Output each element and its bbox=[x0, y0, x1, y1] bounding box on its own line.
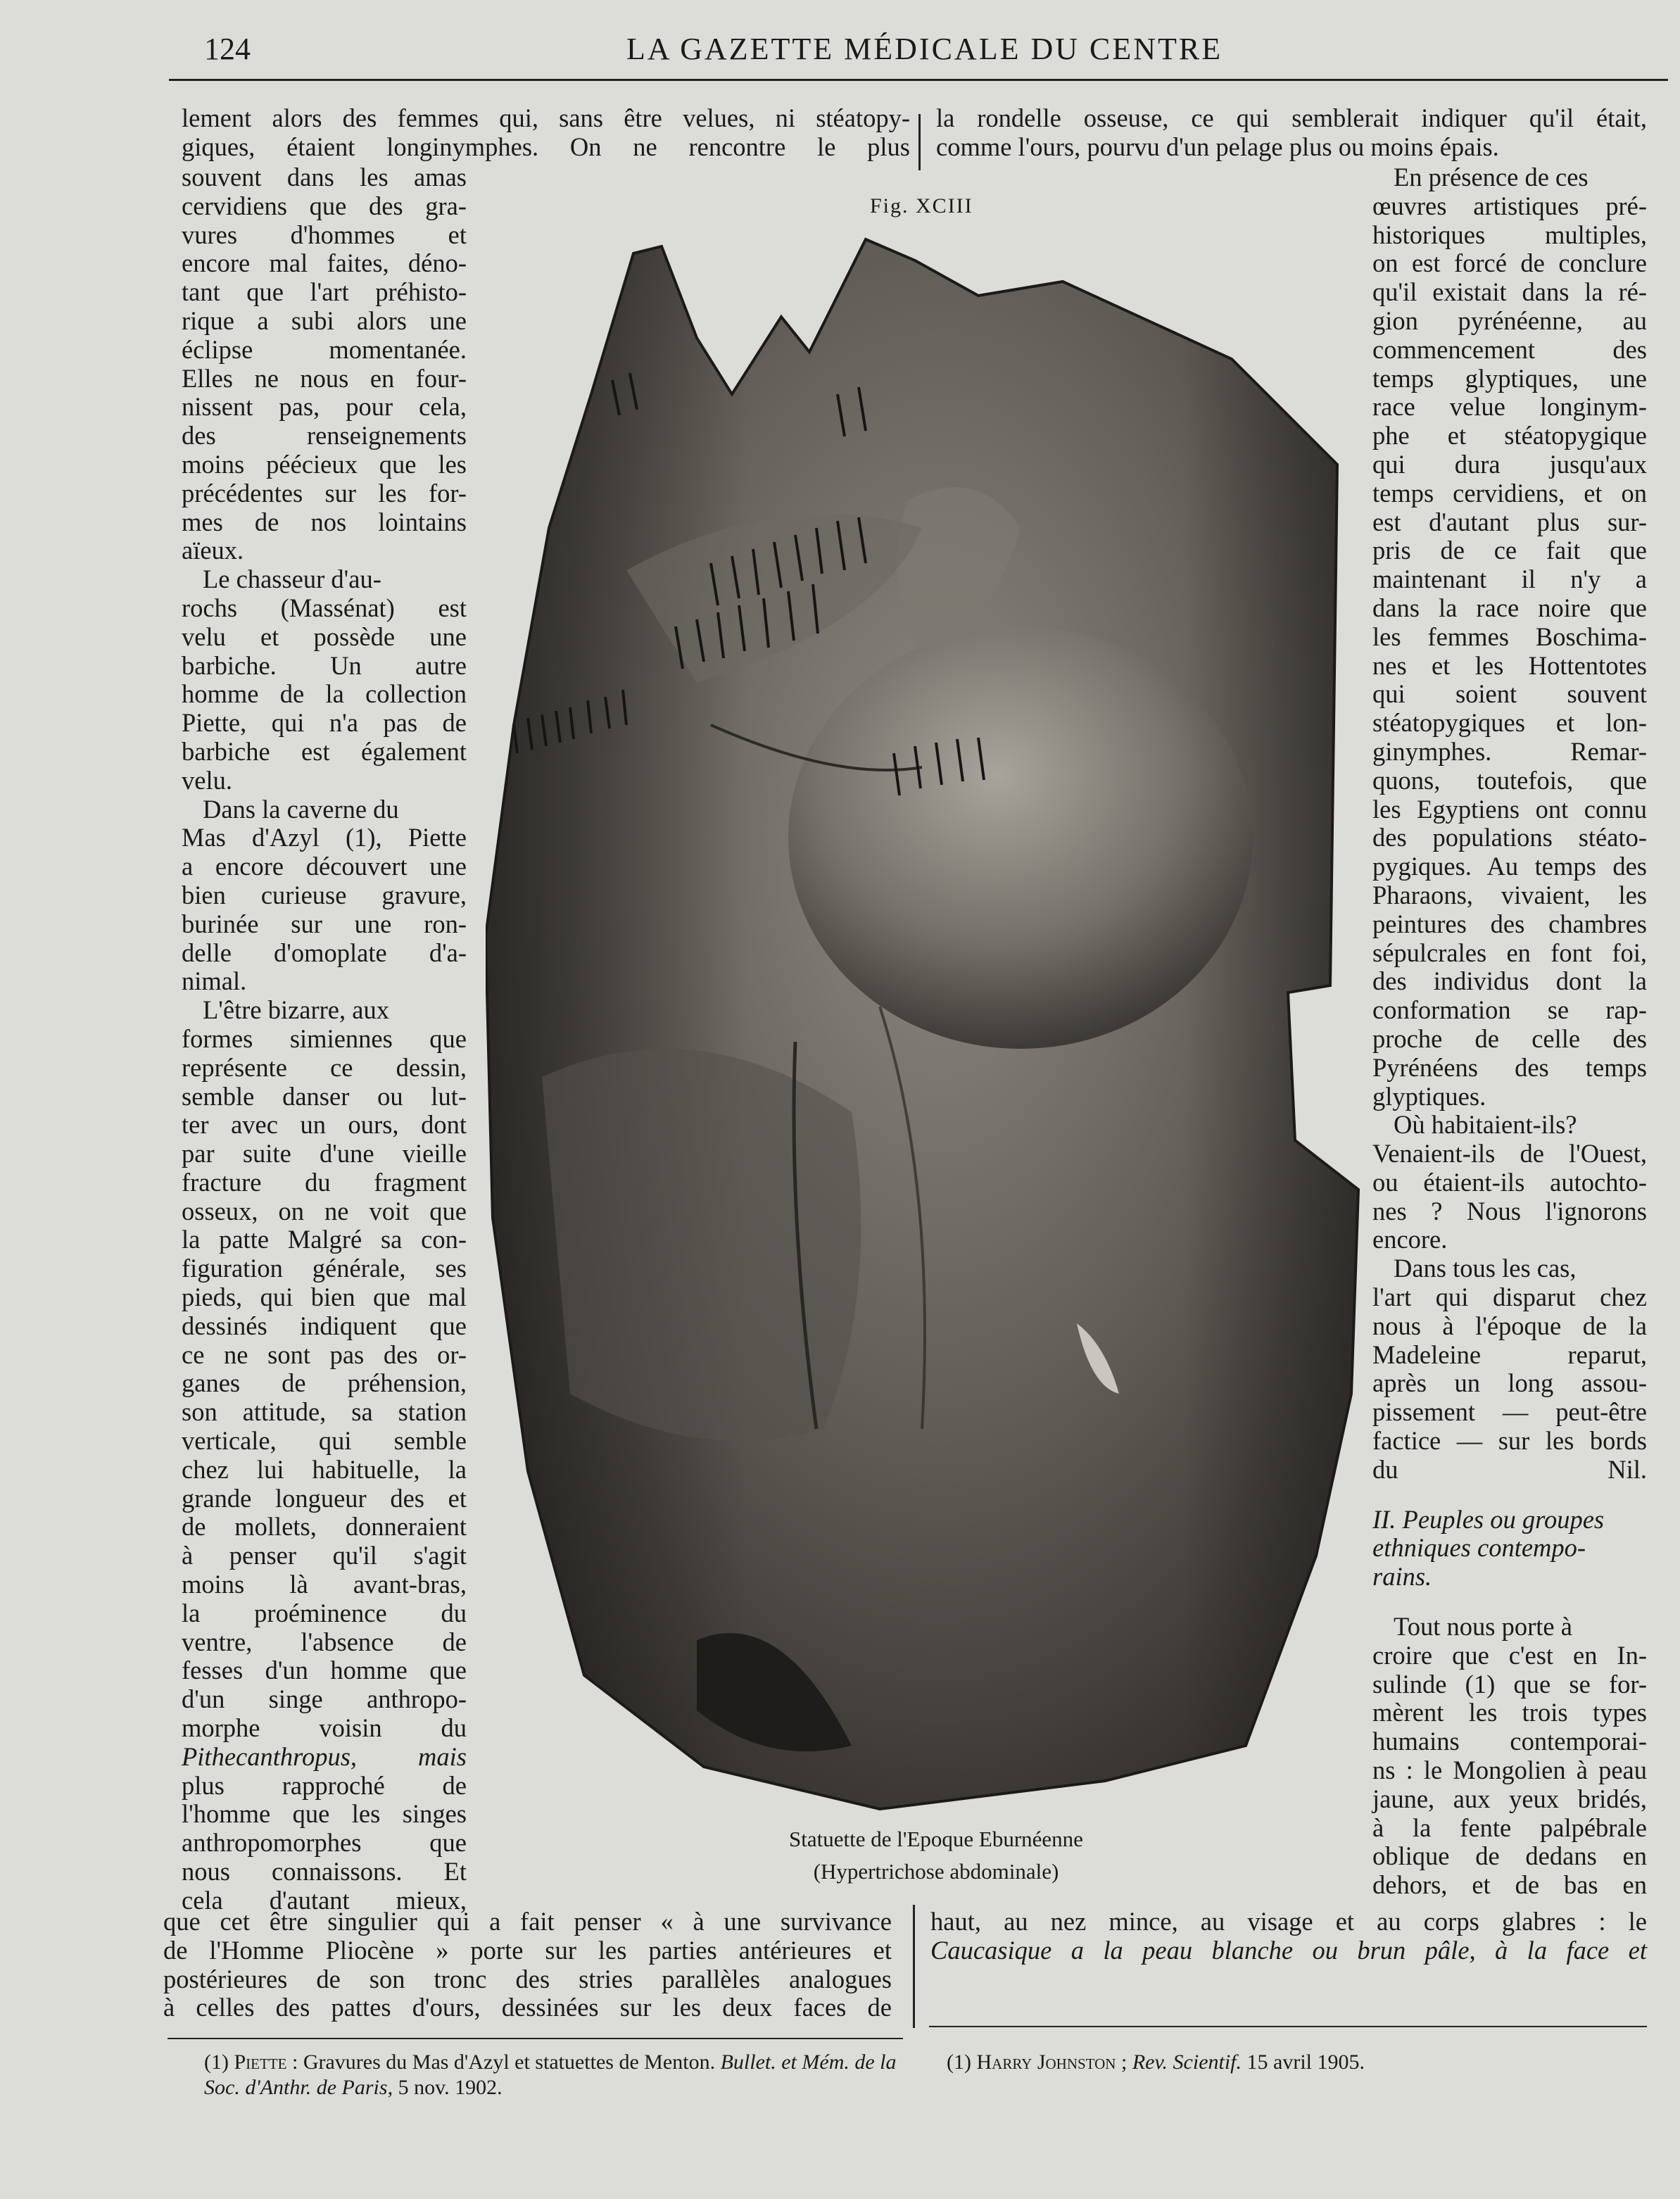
text-line: des populations stéato- bbox=[1372, 823, 1647, 852]
text-line: nimal. bbox=[182, 966, 247, 996]
spacer bbox=[1372, 1592, 1647, 1613]
text-line: phe et stéatopygique bbox=[1372, 421, 1647, 450]
text-line: morphe voisin du bbox=[182, 1713, 467, 1743]
footnote-rule-left bbox=[168, 2038, 903, 2039]
text-line: delle d'omoplate d'a- bbox=[182, 938, 467, 967]
text-line: encore mal faites, déno- bbox=[182, 248, 467, 278]
footnote-rule-right bbox=[929, 2026, 1647, 2027]
text-line: factice — sur les bords bbox=[1372, 1426, 1647, 1456]
text-line: on est forcé de conclure bbox=[1372, 248, 1647, 278]
text-line: les femmes Boschima- bbox=[1372, 622, 1647, 651]
text-line: oblique de dedans en bbox=[1372, 1841, 1647, 1871]
text-line: Madeleine reparut, bbox=[1372, 1340, 1647, 1369]
text-line: figuration générale, ses bbox=[182, 1254, 467, 1283]
text-line: dessinés indiquent que bbox=[182, 1311, 467, 1340]
text-line: Piette, qui n'a pas de bbox=[182, 708, 467, 738]
text-line: anthropomorphes que bbox=[182, 1828, 467, 1858]
footnote-marker: (1) bbox=[204, 2050, 229, 2074]
text-line: Pharaons, vivaient, les bbox=[1372, 880, 1647, 909]
header-rule bbox=[169, 79, 1668, 81]
text-line: des renseignements bbox=[182, 421, 467, 450]
text-line: Le chasseur d'au- bbox=[203, 565, 381, 594]
text-line: nes ? Nous l'ignorons bbox=[1372, 1196, 1647, 1225]
text-line: souvent dans les amas bbox=[182, 163, 467, 191]
text-line: barbiche. Un autre bbox=[182, 650, 467, 680]
text-line: postérieures de son tronc des stries parallèles analogues bbox=[163, 1964, 892, 1993]
text-line: quons, toutefois, que bbox=[1372, 765, 1647, 795]
text-line: Dans la caverne du bbox=[203, 794, 399, 824]
text-line: encore. bbox=[1372, 1225, 1448, 1254]
text-line: ethniques contempo- bbox=[1372, 1533, 1586, 1563]
text-line: ou étaient-ils autochto- bbox=[1372, 1167, 1647, 1197]
figure-caption bbox=[648, 1823, 1225, 1888]
text-line: mes de nos lointains bbox=[182, 507, 467, 536]
text-line: homme de la collection bbox=[182, 679, 467, 709]
top-left-text bbox=[182, 104, 910, 162]
text-line: son attitude, sa station bbox=[182, 1397, 467, 1427]
text-line: pris de ce fait que bbox=[1372, 536, 1647, 565]
text-line: qu'il existait dans la ré- bbox=[1372, 277, 1647, 307]
footnote-separator: ; bbox=[1120, 2050, 1128, 2074]
text-line: représente ce dessin, bbox=[182, 1052, 467, 1082]
left-column bbox=[182, 163, 467, 1915]
text-line: peintures des chambres bbox=[1372, 909, 1647, 938]
text-line: En présence de ces bbox=[1394, 163, 1589, 191]
text-line: conformation se rap- bbox=[1372, 995, 1647, 1025]
text-line: sépulcrales en font foi, bbox=[1372, 938, 1647, 967]
text-line: chez lui habituelle, la bbox=[182, 1454, 467, 1484]
text-line: nous connaissons. Et bbox=[182, 1857, 467, 1886]
text-line: comme l'ours, pourvu d'un pelage plus ou moins épais. bbox=[936, 132, 1499, 161]
text-line: gion pyrénéenne, au bbox=[1372, 305, 1647, 335]
page-header bbox=[204, 31, 1647, 73]
text-line: a encore découvert une bbox=[182, 852, 467, 881]
text-line: qui soient souvent bbox=[1372, 679, 1647, 709]
text-line: temps glyptiques, une bbox=[1372, 363, 1647, 393]
caption-line: (Hypertrichose abdominale) bbox=[813, 1859, 1059, 1884]
text-line: pissement — peut-être bbox=[1372, 1397, 1647, 1427]
text-line: la patte Malgré sa con- bbox=[182, 1225, 467, 1254]
text-line: ventre, l'absence de bbox=[182, 1627, 467, 1656]
text-line: rains. bbox=[1372, 1562, 1432, 1592]
text-line: de mollets, donneraient bbox=[182, 1512, 467, 1542]
text-line: ganes de préhension, bbox=[182, 1368, 467, 1398]
text-line: par suite d'une vieille bbox=[182, 1139, 467, 1168]
right-column bbox=[1372, 163, 1647, 1900]
text-line: pieds, qui bien que mal bbox=[182, 1283, 467, 1312]
text-line: la rondelle osseuse, ce qui semblerait indiquer qu'il était, bbox=[936, 103, 1647, 132]
text-line: aïeux. bbox=[182, 536, 244, 565]
statuette-photo bbox=[486, 232, 1362, 1816]
text-line: nissent pas, pour cela, bbox=[182, 392, 467, 422]
text-line: Tout nous porte à bbox=[1394, 1612, 1572, 1642]
text-line: précédentes sur les for- bbox=[182, 478, 467, 508]
text-line: cela d'autant mieux, bbox=[182, 1885, 467, 1915]
text-line: pygiques. Au temps des bbox=[1372, 852, 1647, 881]
text-line: Où habitaient-ils? bbox=[1394, 1110, 1577, 1140]
column-rule-bottom bbox=[913, 1905, 915, 2028]
footnote-author: Piette bbox=[234, 2050, 287, 2074]
text-line: à penser qu'il s'agit bbox=[182, 1541, 467, 1570]
text-line: commencement des bbox=[1372, 334, 1647, 364]
text-line: rique a subi alors une bbox=[182, 305, 467, 335]
text-line: temps cervidiens, et on bbox=[1372, 478, 1647, 508]
text-line: historiques multiples, bbox=[1372, 220, 1647, 249]
footnote-author: Harry Johnston bbox=[976, 2050, 1116, 2074]
text-line: glyptiques. bbox=[1372, 1081, 1486, 1111]
text-line: Pithecanthropus, mais bbox=[182, 1741, 467, 1771]
footnote-date: 15 avril 1905. bbox=[1246, 2050, 1365, 2074]
text-line: dehors, et de bas en bbox=[1372, 1870, 1647, 1900]
text-line: II. Peuples ou groupes bbox=[1372, 1504, 1605, 1534]
text-line: ginymphes. Remar- bbox=[1372, 736, 1647, 766]
text-line: croire que c'est en In- bbox=[1372, 1640, 1647, 1670]
column-rule-top bbox=[918, 114, 921, 170]
text-line: nes et les Hottentotes bbox=[1372, 650, 1647, 680]
text-line: race velue longinym- bbox=[1372, 392, 1647, 422]
text-line: Pyrénéens des temps bbox=[1372, 1052, 1647, 1082]
text-line: formes simiennes que bbox=[182, 1023, 467, 1053]
text-line: maintenant il n'y a bbox=[1372, 565, 1647, 594]
text-line: lement alors des femmes qui, sans être velues, ni stéatopy- bbox=[182, 103, 910, 132]
text-line: tant que l'art préhisto- bbox=[182, 277, 467, 307]
text-line: dans la race noire que bbox=[1372, 593, 1647, 622]
text-line: vures d'hommes et bbox=[182, 220, 467, 249]
text-line: après un long assou- bbox=[1372, 1368, 1647, 1398]
text-line: du Nil. bbox=[1372, 1454, 1647, 1484]
spacer bbox=[1372, 1485, 1647, 1506]
text-line: barbiche est également bbox=[182, 736, 467, 766]
page-number: 124 bbox=[204, 32, 251, 66]
text-line: ter avec un ours, dont bbox=[182, 1110, 467, 1140]
bottom-right-text bbox=[930, 1908, 1647, 1965]
text-line: Dans tous les cas, bbox=[1394, 1254, 1577, 1283]
text-line: la proéminence du bbox=[182, 1598, 467, 1627]
text-line: rochs (Massénat) est bbox=[182, 593, 467, 622]
text-line: jaune, aux yeux bridés, bbox=[1372, 1784, 1647, 1813]
bottom-left-text bbox=[163, 1908, 892, 2022]
text-line: plus rapproché de bbox=[182, 1770, 467, 1800]
text-line: d'un singe anthropo- bbox=[182, 1684, 467, 1714]
text-line: moins là avant-bras, bbox=[182, 1570, 467, 1599]
text-line: éclipse momentanée. bbox=[182, 334, 467, 364]
text-line: moins péécieux que les bbox=[182, 449, 467, 479]
text-line: velu et possède une bbox=[182, 622, 467, 651]
footnote-marker: (1) bbox=[947, 2050, 971, 2074]
text-line: les Egyptiens ont connu bbox=[1372, 794, 1647, 824]
text-line: fracture du fragment bbox=[182, 1167, 467, 1197]
text-line: nous à l'époque de la bbox=[1372, 1311, 1647, 1340]
text-line: que cet être singulier qui a fait penser « à une survivance bbox=[163, 1907, 892, 1936]
text-line: humains contemporai- bbox=[1372, 1727, 1647, 1756]
text-line: semble danser ou lut- bbox=[182, 1081, 467, 1111]
text-line bbox=[930, 1936, 1647, 1965]
caption-line: Statuette de l'Epoque Eburnéenne bbox=[789, 1827, 1083, 1851]
text-line: fesses d'un homme que bbox=[182, 1656, 467, 1685]
text-line: cervidiens que des gra- bbox=[182, 191, 467, 220]
text-line: de l'Homme Pliocène » porte sur les parties antérieures et bbox=[163, 1935, 892, 1965]
footnote-left bbox=[204, 2050, 908, 2100]
footnote-text: : Gravures du Mas d'Azyl et statuettes de Menton. bbox=[291, 2050, 716, 2074]
figure-label: Fig. XCIII bbox=[870, 194, 973, 218]
text-line: giques, étaient longinymphes. On ne rencontre le plus bbox=[182, 132, 910, 161]
text-line: ns : le Mongolien à peau bbox=[1372, 1756, 1647, 1785]
text-line: à la fente palpébrale bbox=[1372, 1813, 1647, 1842]
text-line: à celles des pattes d'ours, dessinées sur les deux faces de bbox=[163, 1993, 892, 2022]
text-line: haut, au nez mince, au visage et au corps glabres : le bbox=[930, 1907, 1647, 1936]
text-line: Elles ne nous en four- bbox=[182, 363, 467, 393]
text-line: ce ne sont pas des or- bbox=[182, 1340, 467, 1369]
text-line: proche de celle des bbox=[1372, 1023, 1647, 1053]
text-line: l'art qui disparut chez bbox=[1372, 1283, 1647, 1312]
text-line: mèrent les trois types bbox=[1372, 1698, 1647, 1727]
text-line: œuvres artistiques pré- bbox=[1372, 191, 1647, 220]
footnote-right bbox=[947, 2050, 1650, 2075]
text-line: bien curieuse gravure, bbox=[182, 880, 467, 909]
text-line: grande longueur des et bbox=[182, 1483, 467, 1513]
text-line: osseux, on ne voit que bbox=[182, 1196, 467, 1225]
footnote-source: Bullet. et Mém. de la Soc. d'Anthr. de Paris, bbox=[204, 2050, 897, 2099]
text-line: Mas d'Azyl (1), Piette bbox=[182, 823, 467, 852]
text-line: burinée sur une ron- bbox=[182, 909, 467, 938]
text-line: l'homme que les singes bbox=[182, 1799, 467, 1829]
text-line: Venaient-ils de l'Ouest, bbox=[1372, 1139, 1647, 1168]
text-line: qui dura jusqu'aux bbox=[1372, 449, 1647, 479]
text-line: stéatopygiques et lon- bbox=[1372, 708, 1647, 738]
text-line: velu. bbox=[182, 765, 232, 795]
italic-word: Caucasique a la peau blanche ou brun pâle, à la face et bbox=[930, 1935, 1647, 1965]
journal-title: LA GAZETTE MÉDICALE DU CENTRE bbox=[626, 32, 1223, 66]
text-line: est d'autant plus sur- bbox=[1372, 507, 1647, 536]
text-line: des individus dont la bbox=[1372, 966, 1647, 996]
top-right-text bbox=[936, 104, 1647, 162]
footnote-source: Rev. Scientif. bbox=[1132, 2050, 1242, 2074]
text-line: sulinde (1) que se for- bbox=[1372, 1669, 1647, 1699]
text-line: L'être bizarre, aux bbox=[203, 995, 389, 1025]
footnote-date: 5 nov. 1902. bbox=[398, 2076, 503, 2099]
text-line: verticale, qui semble bbox=[182, 1426, 467, 1456]
